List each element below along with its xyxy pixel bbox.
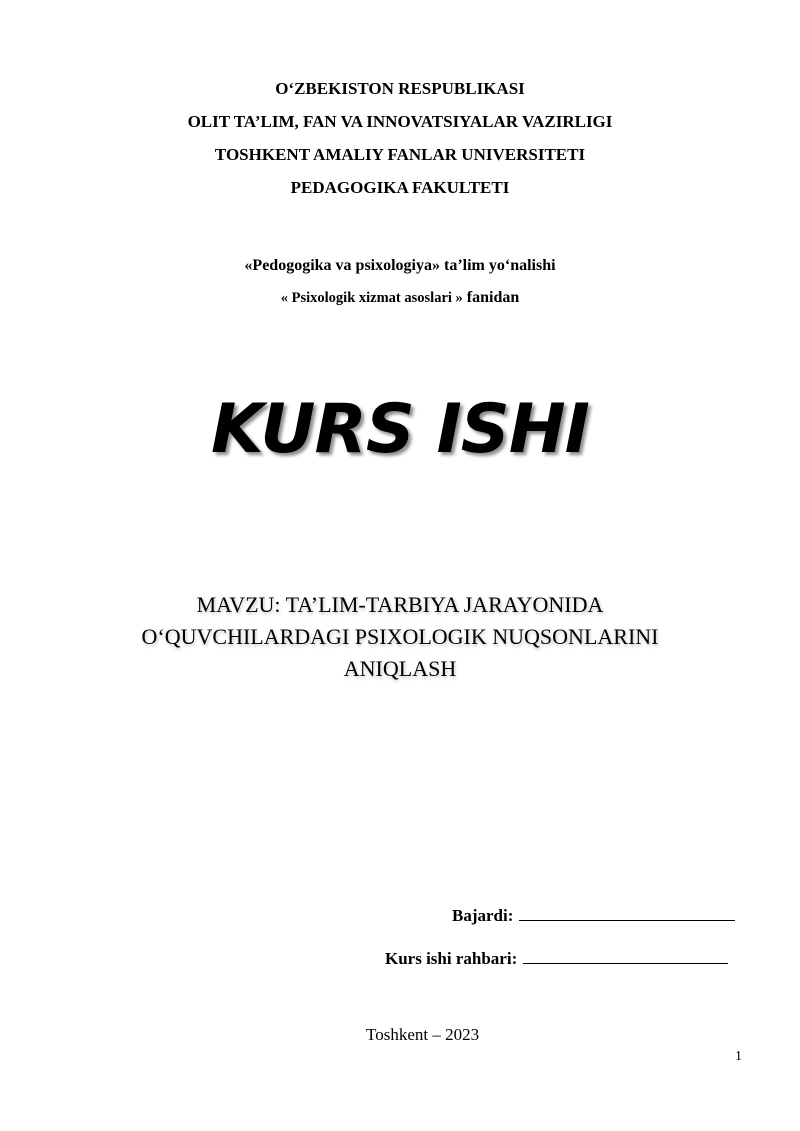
faculty-title: PEDAGOGIKA FAKULTETI (290, 178, 510, 197)
subject-line (0, 288, 800, 308)
place-year: Toshkent – 2023 (366, 1025, 480, 1044)
supervisor-label: Kurs ishi rahbari: (385, 949, 518, 968)
document-title: KURS ISHI (211, 390, 589, 469)
subject-suffix: fanidan (466, 289, 520, 306)
topic-line-1: MAVZU: TA’LIM-TARBIYA JARAYONIDA (196, 592, 604, 617)
supervisor-blank (523, 949, 728, 964)
performed-by-row (452, 906, 735, 926)
ministry-title: OLIT TA’LIM, FAN VA INNOVATSIYALAR VAZIRLIGI (187, 112, 613, 131)
performed-by-label: Bajardi: (452, 906, 514, 925)
topic-line-2: O‘QUVCHILARDAGI PSIXOLOGIK NUQSONLARINI (141, 624, 659, 649)
supervisor-row (385, 949, 728, 969)
topic-line-3: ANIQLASH (343, 656, 457, 681)
page-number: 1 (735, 1049, 742, 1064)
direction-line: «Pedogogika va psixologiya» ta’lim yo‘nalishi (244, 257, 556, 274)
university-title: TOSHKENT AMALIY FANLAR UNIVERSITETI (214, 145, 586, 164)
subject-name: « Psixologik xizmat asoslari » (280, 290, 463, 306)
country-title: O‘ZBEKISTON RESPUBLIKASI (275, 79, 525, 98)
performed-by-blank (519, 906, 735, 921)
